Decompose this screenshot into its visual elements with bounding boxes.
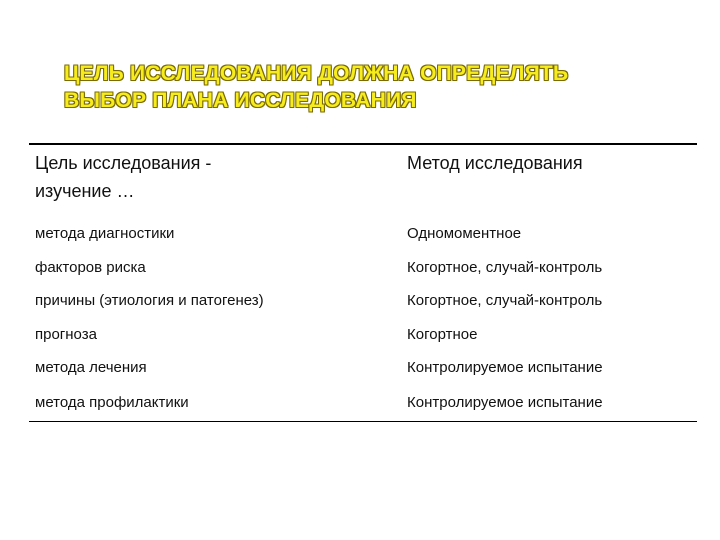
table-row [29,217,697,251]
method-cell: Контролируемое испытание [407,394,603,411]
goal-cell: метода лечения [35,359,147,377]
method-cell: Контролируемое испытание [407,359,603,377]
slide-title [64,60,684,114]
slide-title-line-1: ЦЕЛЬ ИССЛЕДОВАНИЯ ДОЛЖНА ОПРЕДЕЛЯТЬ [64,62,569,85]
table-row [29,284,697,318]
header-goal-line-1: Цель исследования - [35,153,212,173]
goal-cell: прогноза [35,325,97,343]
header-goal-cell [29,145,407,217]
goal-cell: причины (этиология и патогенез) [35,292,264,310]
table-header-row [29,145,697,217]
table-row [29,318,697,352]
header-method-cell: Метод исследования [407,153,583,173]
table-row [29,251,697,285]
goal-cell: метода профилактики [35,394,189,411]
goal-cell: факторов риска [35,258,146,276]
goal-cell: метода диагностики [35,225,175,243]
method-cell: Когортное, случай-контроль [407,258,603,276]
slide-title-line-2: ВЫБОР ПЛАНА ИССЛЕДОВАНИЯ [64,89,417,112]
method-cell: Когортное, случай-контроль [407,292,603,310]
table-row [29,385,697,421]
table-row [29,351,697,385]
header-goal-line-2: изучение … [35,181,135,201]
study-design-table [29,143,697,422]
method-cell: Одномоментное [407,225,522,243]
method-cell: Когортное [407,325,478,343]
